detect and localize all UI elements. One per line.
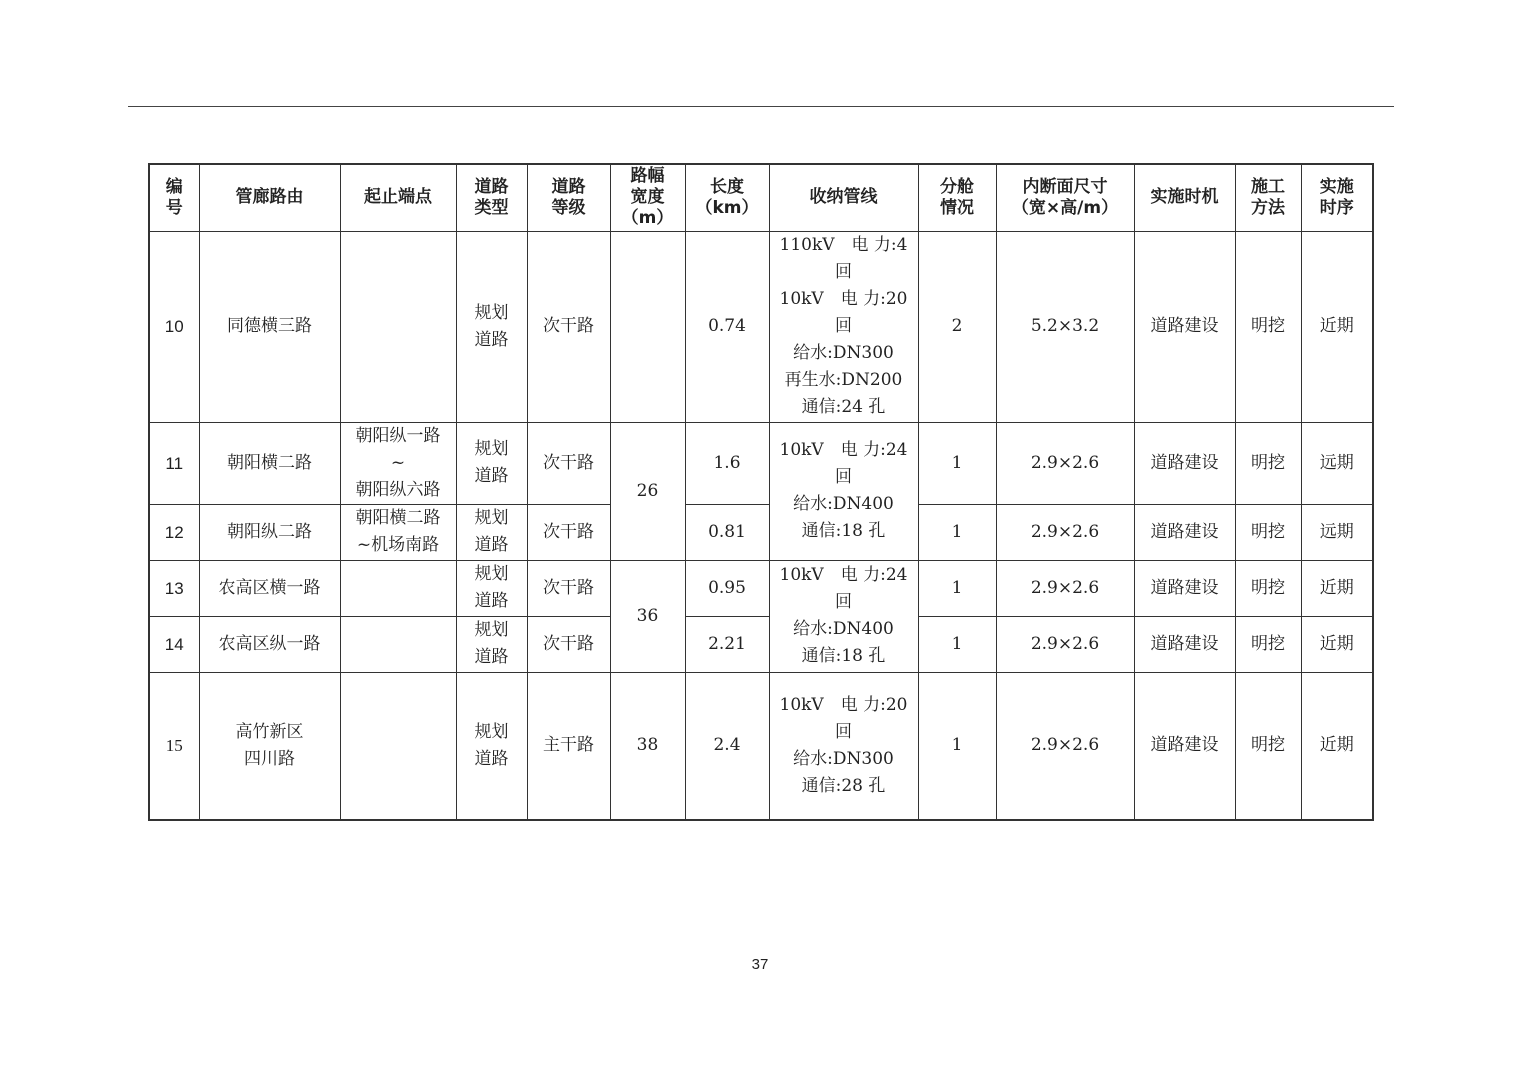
cell-road-grade: 次干路 [527,560,610,616]
cell-sequence: 近期 [1301,560,1373,616]
cell-compartments: 1 [918,422,996,504]
cell-endpoints: 朝阳横二路 ~机场南路 [340,504,456,560]
table-row [149,560,1373,616]
cell-section: 2.9×2.6 [996,672,1134,820]
cell-no: 12 [149,504,199,560]
col-header: 施工 方法 [1235,164,1301,231]
cell-pipelines: 10kV 电 力:24 回 给水:DN400 通信:18 孔 [769,560,918,672]
cell-road-type: 规划 道路 [456,422,527,504]
cell-method: 明挖 [1235,560,1301,616]
cell-sequence: 近期 [1301,231,1373,422]
table-row [149,504,1373,560]
cell-no: 15 [149,672,199,820]
cell-road-grade: 次干路 [527,616,610,672]
col-header: 收纳管线 [769,164,918,231]
cell-road-type: 规划 道路 [456,504,527,560]
col-header: 管廊路由 [199,164,340,231]
cell-length: 2.4 [685,672,769,820]
cell-length: 0.95 [685,560,769,616]
cell-width [610,231,685,422]
col-header: 实施 时序 [1301,164,1373,231]
cell-no: 13 [149,560,199,616]
cell-section: 2.9×2.6 [996,560,1134,616]
cell-width: 26 [610,422,685,560]
cell-compartments: 2 [918,231,996,422]
cell-method: 明挖 [1235,616,1301,672]
header-row [149,164,1373,231]
cell-section: 2.9×2.6 [996,422,1134,504]
cell-timing: 道路建设 [1134,672,1235,820]
col-header: 分舱 情况 [918,164,996,231]
cell-pipelines: 110kV 电 力:4 回 10kV 电 力:20 回 给水:DN300 再生水:DN200 通信:24 孔 [769,231,918,422]
cell-section: 2.9×2.6 [996,616,1134,672]
cell-road-type: 规划 道路 [456,231,527,422]
cell-route: 朝阳横二路 [199,422,340,504]
col-header: 起止端点 [340,164,456,231]
cell-road-grade: 次干路 [527,231,610,422]
cell-no: 10 [149,231,199,422]
cell-road-type: 规划 道路 [456,616,527,672]
table-row [149,672,1373,820]
cell-pipelines: 10kV 电 力:24 回 给水:DN400 通信:18 孔 [769,422,918,560]
header-rule [128,106,1394,107]
cell-endpoints [340,672,456,820]
col-header: 道路 类型 [456,164,527,231]
cell-road-type: 规划 道路 [456,672,527,820]
col-header: 实施时机 [1134,164,1235,231]
cell-compartments: 1 [918,672,996,820]
cell-pipelines: 10kV 电 力:20 回 给水:DN300 通信:28 孔 [769,672,918,820]
cell-sequence: 近期 [1301,616,1373,672]
col-header: 编 号 [149,164,199,231]
cell-compartments: 1 [918,504,996,560]
cell-endpoints: 朝阳纵一路 ~ 朝阳纵六路 [340,422,456,504]
table-row [149,422,1373,504]
cell-road-type: 规划 道路 [456,560,527,616]
cell-section: 2.9×2.6 [996,504,1134,560]
cell-section: 5.2×3.2 [996,231,1134,422]
cell-timing: 道路建设 [1134,422,1235,504]
cell-compartments: 1 [918,560,996,616]
cell-sequence: 远期 [1301,504,1373,560]
cell-length: 1.6 [685,422,769,504]
cell-route: 朝阳纵二路 [199,504,340,560]
cell-route: 农高区横一路 [199,560,340,616]
pipe-gallery-table [148,163,1374,821]
cell-timing: 道路建设 [1134,231,1235,422]
cell-road-grade: 次干路 [527,504,610,560]
page-number: 37 [751,956,769,973]
cell-timing: 道路建设 [1134,616,1235,672]
cell-timing: 道路建设 [1134,504,1235,560]
cell-width: 36 [610,560,685,672]
cell-route: 高竹新区 四川路 [199,672,340,820]
cell-timing: 道路建设 [1134,560,1235,616]
col-header: 道路 等级 [527,164,610,231]
cell-sequence: 近期 [1301,672,1373,820]
col-header: 路幅 宽度 （m） [610,164,685,231]
cell-method: 明挖 [1235,672,1301,820]
cell-route: 农高区纵一路 [199,616,340,672]
cell-endpoints [340,616,456,672]
cell-route: 同德横三路 [199,231,340,422]
cell-no: 14 [149,616,199,672]
col-header: 内断面尺寸 （宽×高/m） [996,164,1134,231]
cell-width: 38 [610,672,685,820]
cell-method: 明挖 [1235,422,1301,504]
col-header: 长度 （km） [685,164,769,231]
cell-method: 明挖 [1235,504,1301,560]
cell-length: 0.74 [685,231,769,422]
cell-sequence: 远期 [1301,422,1373,504]
table-row [149,231,1373,422]
cell-length: 0.81 [685,504,769,560]
cell-road-grade: 主干路 [527,672,610,820]
cell-length: 2.21 [685,616,769,672]
cell-endpoints [340,560,456,616]
table-row [149,616,1373,672]
cell-method: 明挖 [1235,231,1301,422]
cell-endpoints [340,231,456,422]
cell-road-grade: 次干路 [527,422,610,504]
cell-no: 11 [149,422,199,504]
cell-compartments: 1 [918,616,996,672]
